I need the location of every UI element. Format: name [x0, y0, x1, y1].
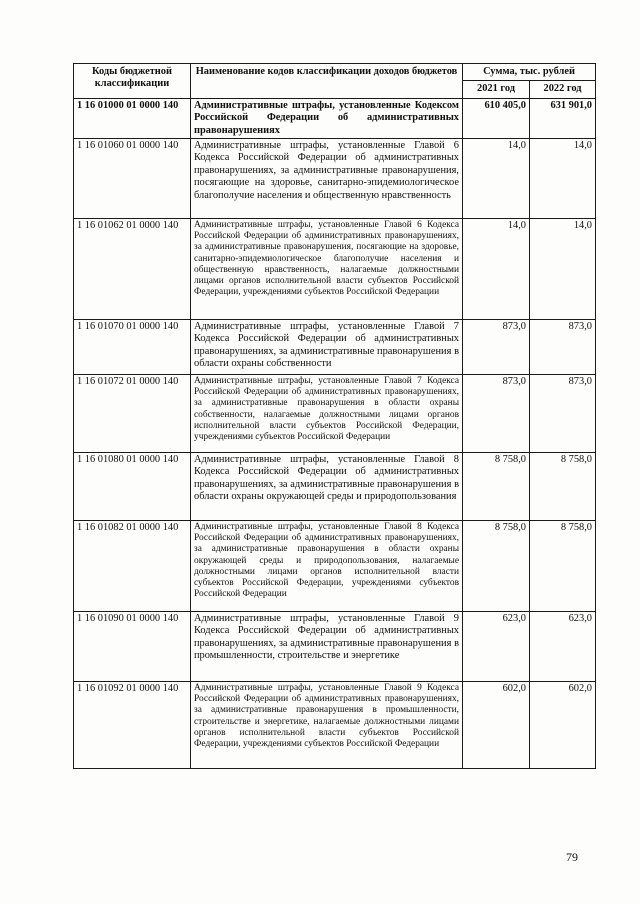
table-row — [74, 320, 596, 375]
row-code: 1 16 01092 01 0000 140 — [74, 682, 191, 769]
row-sum-2022: 873,0 — [530, 375, 596, 453]
row-name: Административные штрафы, установленные Главой 9 Кодекса Российской Федерации об административных правонарушениях, за административные правонарушения в промышленности, строительстве и энергетике — [191, 612, 463, 682]
row-code: 1 16 01072 01 0000 140 — [74, 375, 191, 453]
table-row — [74, 682, 596, 769]
budget-revenue-table — [73, 63, 596, 769]
table-header-row — [74, 64, 596, 81]
row-name: Административные штрафы, установленные Главой 6 Кодекса Российской Федерации об административных правонарушениях, за административные правонарушения, посягающие на здоровье, санитарно-эпидемиологическое благополучие населения и общественную нравственность, налагаемые должностными лицами органов исполнительной власти субъектов Российской Федерации, учреждениями субъектов Российской Федерации — [191, 219, 463, 320]
row-code: 1 16 01080 01 0000 140 — [74, 453, 191, 521]
row-name: Административные штрафы, установленные Главой 8 Кодекса Российской Федерации об административных правонарушениях, за административные правонарушения в области охраны окружающей среды и природопользования — [191, 453, 463, 521]
row-sum-2021: 8 758,0 — [463, 453, 530, 521]
page-number: 79 — [566, 850, 578, 864]
row-code: 1 16 01062 01 0000 140 — [74, 219, 191, 320]
row-name: Административные штрафы, установленные Главой 6 Кодекса Российской Федерации об административных правонарушениях, за административные правонарушения, посягающие на здоровье, санитарно-эпидемиологическое благополучие населения и общественную нравственность — [191, 139, 463, 219]
table-row — [74, 98, 596, 138]
table-row — [74, 521, 596, 612]
table-row — [74, 612, 596, 682]
row-sum-2022: 8 758,0 — [530, 521, 596, 612]
row-sum-2021: 623,0 — [463, 612, 530, 682]
row-sum-2022: 623,0 — [530, 612, 596, 682]
row-sum-2022: 14,0 — [530, 139, 596, 219]
row-sum-2022: 602,0 — [530, 682, 596, 769]
row-code: 1 16 01070 01 0000 140 — [74, 320, 191, 375]
row-sum-2021: 8 758,0 — [463, 521, 530, 612]
row-name: Административные штрафы, установленные Главой 7 Кодекса Российской Федерации об административных правонарушениях, за административные правонарушения в области охраны собственности — [191, 320, 463, 375]
row-sum-2021: 602,0 — [463, 682, 530, 769]
header-sum: Сумма, тыс. рублей — [463, 64, 596, 81]
table-row — [74, 219, 596, 320]
header-year-2022: 2022 год — [530, 81, 596, 98]
row-sum-2021: 610 405,0 — [463, 98, 530, 138]
row-sum-2021: 14,0 — [463, 219, 530, 320]
row-sum-2021: 873,0 — [463, 320, 530, 375]
row-sum-2022: 873,0 — [530, 320, 596, 375]
row-code: 1 16 01082 01 0000 140 — [74, 521, 191, 612]
table-row — [74, 139, 596, 219]
row-name: Административные штрафы, установленные Главой 8 Кодекса Российской Федерации об административных правонарушениях, за административные правонарушения в области охраны окружающей среды и природопользования, налагаемые должностными лицами органов исполнительной власти субъектов Российской Федерации, учреждениями субъектов Российской Федерации — [191, 521, 463, 612]
row-code: 1 16 01060 01 0000 140 — [74, 139, 191, 219]
row-code: 1 16 01090 01 0000 140 — [74, 612, 191, 682]
row-name: Административные штрафы, установленные Главой 9 Кодекса Российской Федерации об административных правонарушениях, за административные правонарушения в промышленности, строительстве и энергетике, налагаемые должностными лицами органов исполнительной власти субъектов Российской Федерации, учреждениями субъектов Российской Федерации — [191, 682, 463, 769]
table-row — [74, 453, 596, 521]
header-year-2021: 2021 год — [463, 81, 530, 98]
row-sum-2022: 631 901,0 — [530, 98, 596, 138]
row-code: 1 16 01000 01 0000 140 — [74, 98, 191, 138]
table-row — [74, 375, 596, 453]
row-sum-2021: 873,0 — [463, 375, 530, 453]
row-sum-2021: 14,0 — [463, 139, 530, 219]
header-name: Наименование кодов классификации доходов бюджетов — [191, 64, 463, 99]
row-name: Административные штрафы, установленные Главой 7 Кодекса Российской Федерации об административных правонарушениях, за административные правонарушения в области охраны собственности, налагаемые должностными лицами органов исполнительной власти субъектов Российской Федерации, учреждениями субъектов Российской Федерации — [191, 375, 463, 453]
row-name: Административные штрафы, установленные Кодексом Российской Федерации об административных правонарушениях — [191, 98, 463, 138]
row-sum-2022: 14,0 — [530, 219, 596, 320]
row-sum-2022: 8 758,0 — [530, 453, 596, 521]
header-code: Коды бюджетной классификации — [74, 64, 191, 99]
